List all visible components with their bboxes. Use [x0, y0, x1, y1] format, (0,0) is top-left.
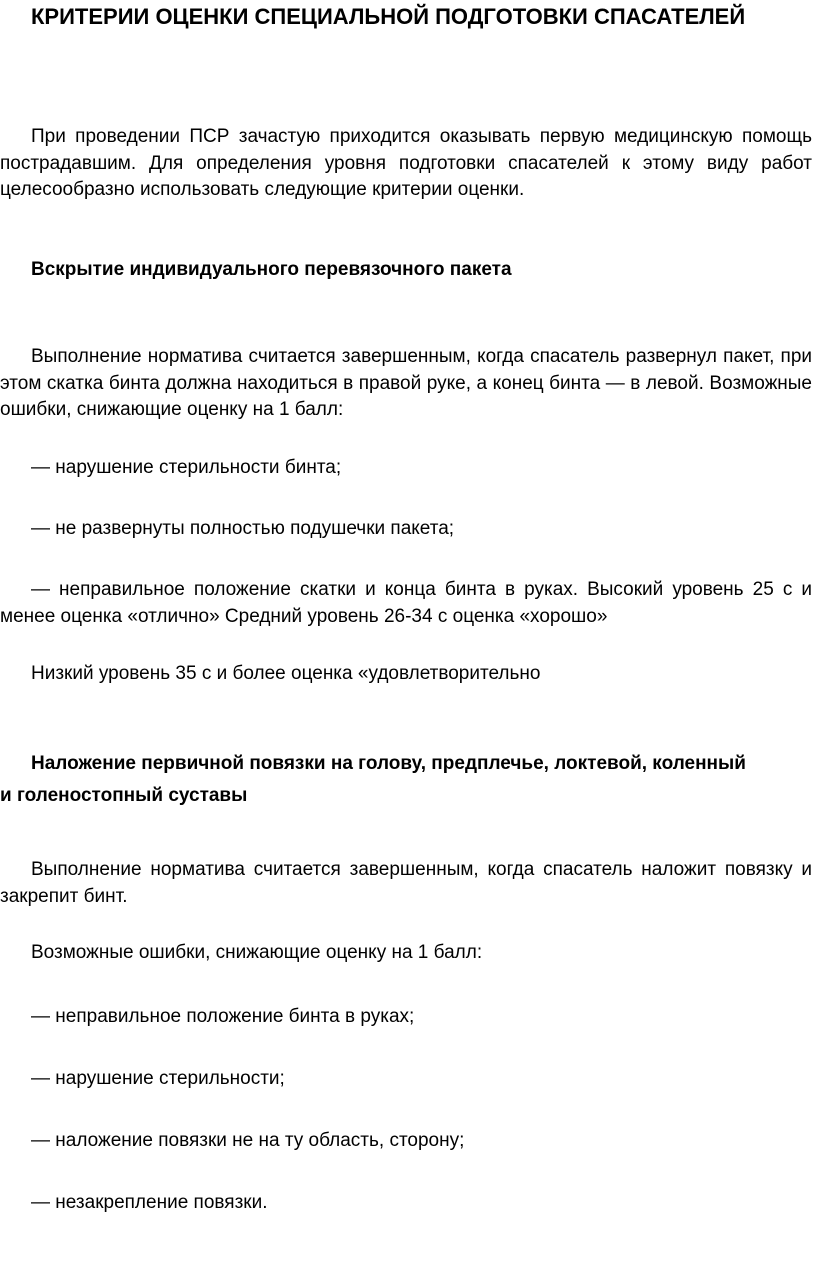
- section2-error-4: — незакрепление повязки.: [31, 1192, 268, 1213]
- section1-completion-paragraph: Выполнение норматива считается завершенным, когда спасатель развернул пакет, при этом скатка бинта должна находиться в правой руке, а конец бинта — в левой. Возможные ошибки, снижающие оценку на 1 балл:: [0, 346, 812, 420]
- page-title: КРИТЕРИИ ОЦЕНКИ СПЕЦИАЛЬНОЙ ПОДГОТОВКИ СПАСАТЕЛЕЙ: [31, 4, 746, 29]
- section1-low-level: Низкий уровень 35 с и более оценка «удовлетворительно: [31, 663, 541, 684]
- section2-heading: Наложение первичной повязки на голову, предплечье, локтевой, коленный и голеностопный суставы: [0, 753, 746, 806]
- section2-error-1: — неправильное положение бинта в руках;: [31, 1006, 415, 1027]
- section1-heading: Вскрытие индивидуального перевязочного пакета: [31, 259, 512, 280]
- section2-error-2: — нарушение стерильности;: [31, 1068, 285, 1089]
- section1-error-3: — неправильное положение скатки и конца бинта в руках. Высокий уровень 25 с и менее оценка «отлично» Средний уровень 26-34 с оценка «хорошо»: [0, 579, 812, 627]
- section1-error-2: — не развернуты полностью подушечки пакета;: [31, 518, 455, 539]
- section1-error-1: — нарушение стерильности бинта;: [31, 457, 342, 478]
- section2-errors-intro: Возможные ошибки, снижающие оценку на 1 балл:: [31, 942, 483, 963]
- intro-paragraph: При проведении ПСР зачастую приходится оказывать первую медицинскую помощь пострадавшим. Для определения уровня подготовки спасателей к этому виду работ целесообразно использовать следующие критерии оценки.: [0, 126, 812, 200]
- section2-completion-paragraph: Выполнение норматива считается завершенным, когда спасатель наложит повязку и закрепит бинт.: [0, 859, 812, 907]
- section2-error-3: — наложение повязки не на ту область, сторону;: [31, 1130, 465, 1151]
